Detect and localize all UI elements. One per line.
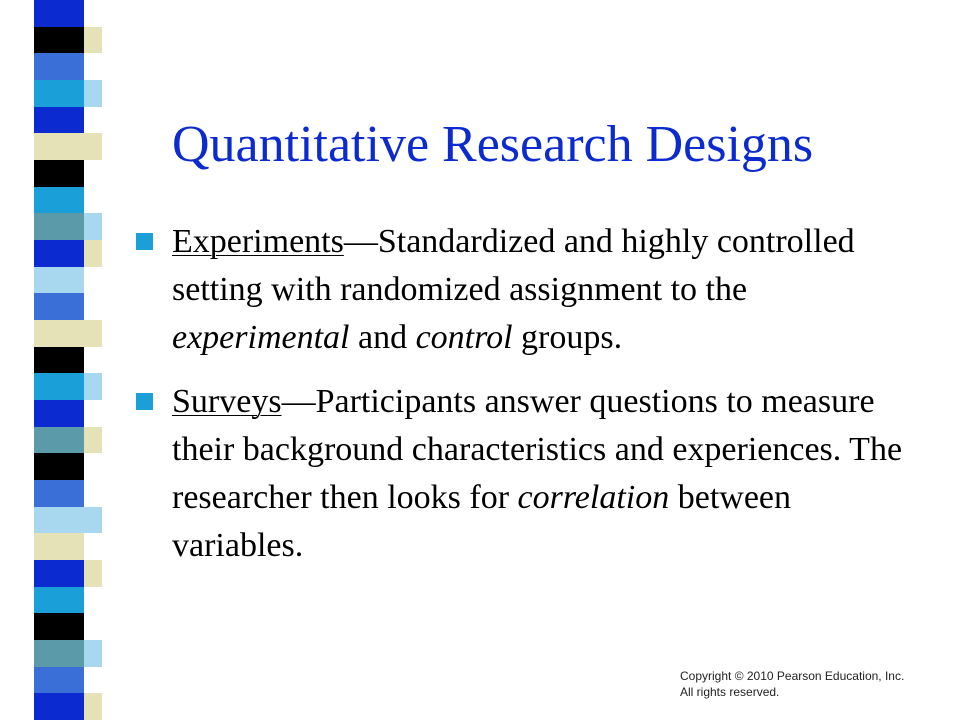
stripe-block bbox=[84, 613, 102, 640]
stripe-block bbox=[34, 373, 84, 400]
term-experiments: Experiments bbox=[172, 223, 344, 260]
em-dash: — bbox=[281, 383, 316, 420]
stripe-block bbox=[34, 293, 84, 320]
stripe-block bbox=[0, 507, 34, 534]
stripe-block bbox=[0, 27, 34, 54]
stripe-block bbox=[0, 427, 34, 454]
stripe-block bbox=[84, 133, 102, 160]
stripe-block bbox=[0, 693, 34, 720]
stripe-block bbox=[0, 347, 34, 374]
stripe-block bbox=[34, 480, 84, 507]
stripe-block bbox=[84, 27, 102, 54]
stripe-block bbox=[84, 213, 102, 240]
em-dash: — bbox=[343, 223, 378, 260]
italic-term-control: control bbox=[415, 319, 513, 356]
stripe-block bbox=[34, 240, 84, 267]
stripe-column bbox=[34, 0, 84, 720]
rights-line: All rights reserved. bbox=[680, 685, 780, 699]
stripe-block bbox=[0, 480, 34, 507]
stripe-block bbox=[84, 587, 102, 614]
stripe-block bbox=[84, 400, 102, 427]
stripe-block bbox=[34, 400, 84, 427]
stripe-block bbox=[84, 347, 102, 374]
stripe-block bbox=[34, 133, 84, 160]
stripe-block bbox=[0, 320, 34, 347]
stripe-block bbox=[34, 0, 84, 27]
stripe-block bbox=[34, 587, 84, 614]
stripe-block bbox=[84, 187, 102, 214]
stripe-block bbox=[84, 293, 102, 320]
bullet-item-surveys bbox=[136, 378, 926, 570]
stripe-block bbox=[34, 427, 84, 454]
stripe-block bbox=[0, 213, 34, 240]
stripe-block bbox=[34, 80, 84, 107]
bullet-text: between variables. bbox=[172, 479, 792, 564]
decorative-stripe bbox=[0, 0, 105, 720]
stripe-block bbox=[84, 107, 102, 134]
stripe-block bbox=[84, 533, 102, 560]
bullet-item-experiments bbox=[136, 218, 926, 362]
italic-term-experimental: experimental bbox=[172, 319, 350, 356]
stripe-block bbox=[0, 80, 34, 107]
bullet-text: groups. bbox=[512, 319, 623, 356]
stripe-block bbox=[84, 667, 102, 694]
bullet-list bbox=[136, 218, 926, 586]
stripe-block bbox=[34, 693, 84, 720]
stripe-block bbox=[0, 133, 34, 160]
stripe-block bbox=[0, 267, 34, 294]
square-bullet-icon bbox=[136, 233, 153, 250]
stripe-block bbox=[34, 667, 84, 694]
stripe-block bbox=[34, 613, 84, 640]
stripe-block bbox=[0, 187, 34, 214]
stripe-block bbox=[34, 560, 84, 587]
bullet-text: and bbox=[349, 319, 416, 356]
italic-term-correlation: correlation bbox=[517, 479, 670, 516]
stripe-block bbox=[34, 507, 84, 534]
stripe-block bbox=[84, 53, 102, 80]
stripe-block bbox=[0, 160, 34, 187]
stripe-block bbox=[84, 640, 102, 667]
stripe-block bbox=[0, 0, 34, 27]
stripe-block bbox=[34, 453, 84, 480]
stripe-block bbox=[84, 507, 102, 534]
stripe-block bbox=[0, 613, 34, 640]
stripe-block bbox=[34, 533, 84, 560]
stripe-column bbox=[0, 0, 34, 720]
stripe-block bbox=[0, 400, 34, 427]
stripe-block bbox=[34, 27, 84, 54]
stripe-block bbox=[84, 267, 102, 294]
stripe-block bbox=[34, 267, 84, 294]
stripe-block bbox=[84, 0, 102, 27]
stripe-block bbox=[84, 560, 102, 587]
stripe-block bbox=[0, 587, 34, 614]
square-bullet-icon bbox=[136, 393, 153, 410]
stripe-block bbox=[0, 53, 34, 80]
slide-title: Quantitative Research Designs bbox=[172, 115, 814, 173]
copyright-notice bbox=[680, 668, 904, 700]
stripe-block bbox=[0, 533, 34, 560]
stripe-block bbox=[34, 107, 84, 134]
stripe-block bbox=[84, 427, 102, 454]
stripe-block bbox=[0, 667, 34, 694]
stripe-block bbox=[84, 480, 102, 507]
stripe-block bbox=[34, 320, 84, 347]
stripe-block bbox=[0, 560, 34, 587]
stripe-block bbox=[84, 320, 102, 347]
stripe-block bbox=[34, 640, 84, 667]
stripe-block bbox=[0, 453, 34, 480]
stripe-block bbox=[34, 187, 84, 214]
copyright-line: Copyright © 2010 Pearson Education, Inc. bbox=[680, 669, 905, 683]
stripe-block bbox=[34, 160, 84, 187]
stripe-block bbox=[84, 693, 102, 720]
stripe-block bbox=[0, 640, 34, 667]
stripe-block bbox=[34, 213, 84, 240]
bullet-text: Standardized and highly controlled setting with randomized assignment to the bbox=[172, 223, 855, 308]
term-surveys: Surveys bbox=[172, 383, 282, 420]
stripe-block bbox=[84, 373, 102, 400]
bullet-text: Participants answer questions to measure their background characteristics and experiences. The researcher then looks for bbox=[172, 383, 903, 516]
stripe-block bbox=[0, 107, 34, 134]
stripe-block bbox=[0, 240, 34, 267]
stripe-block bbox=[84, 240, 102, 267]
stripe-block bbox=[84, 160, 102, 187]
stripe-column bbox=[84, 0, 102, 720]
stripe-block bbox=[84, 80, 102, 107]
stripe-block bbox=[34, 53, 84, 80]
stripe-block bbox=[84, 453, 102, 480]
stripe-block bbox=[0, 293, 34, 320]
stripe-block bbox=[0, 373, 34, 400]
stripe-block bbox=[34, 347, 84, 374]
